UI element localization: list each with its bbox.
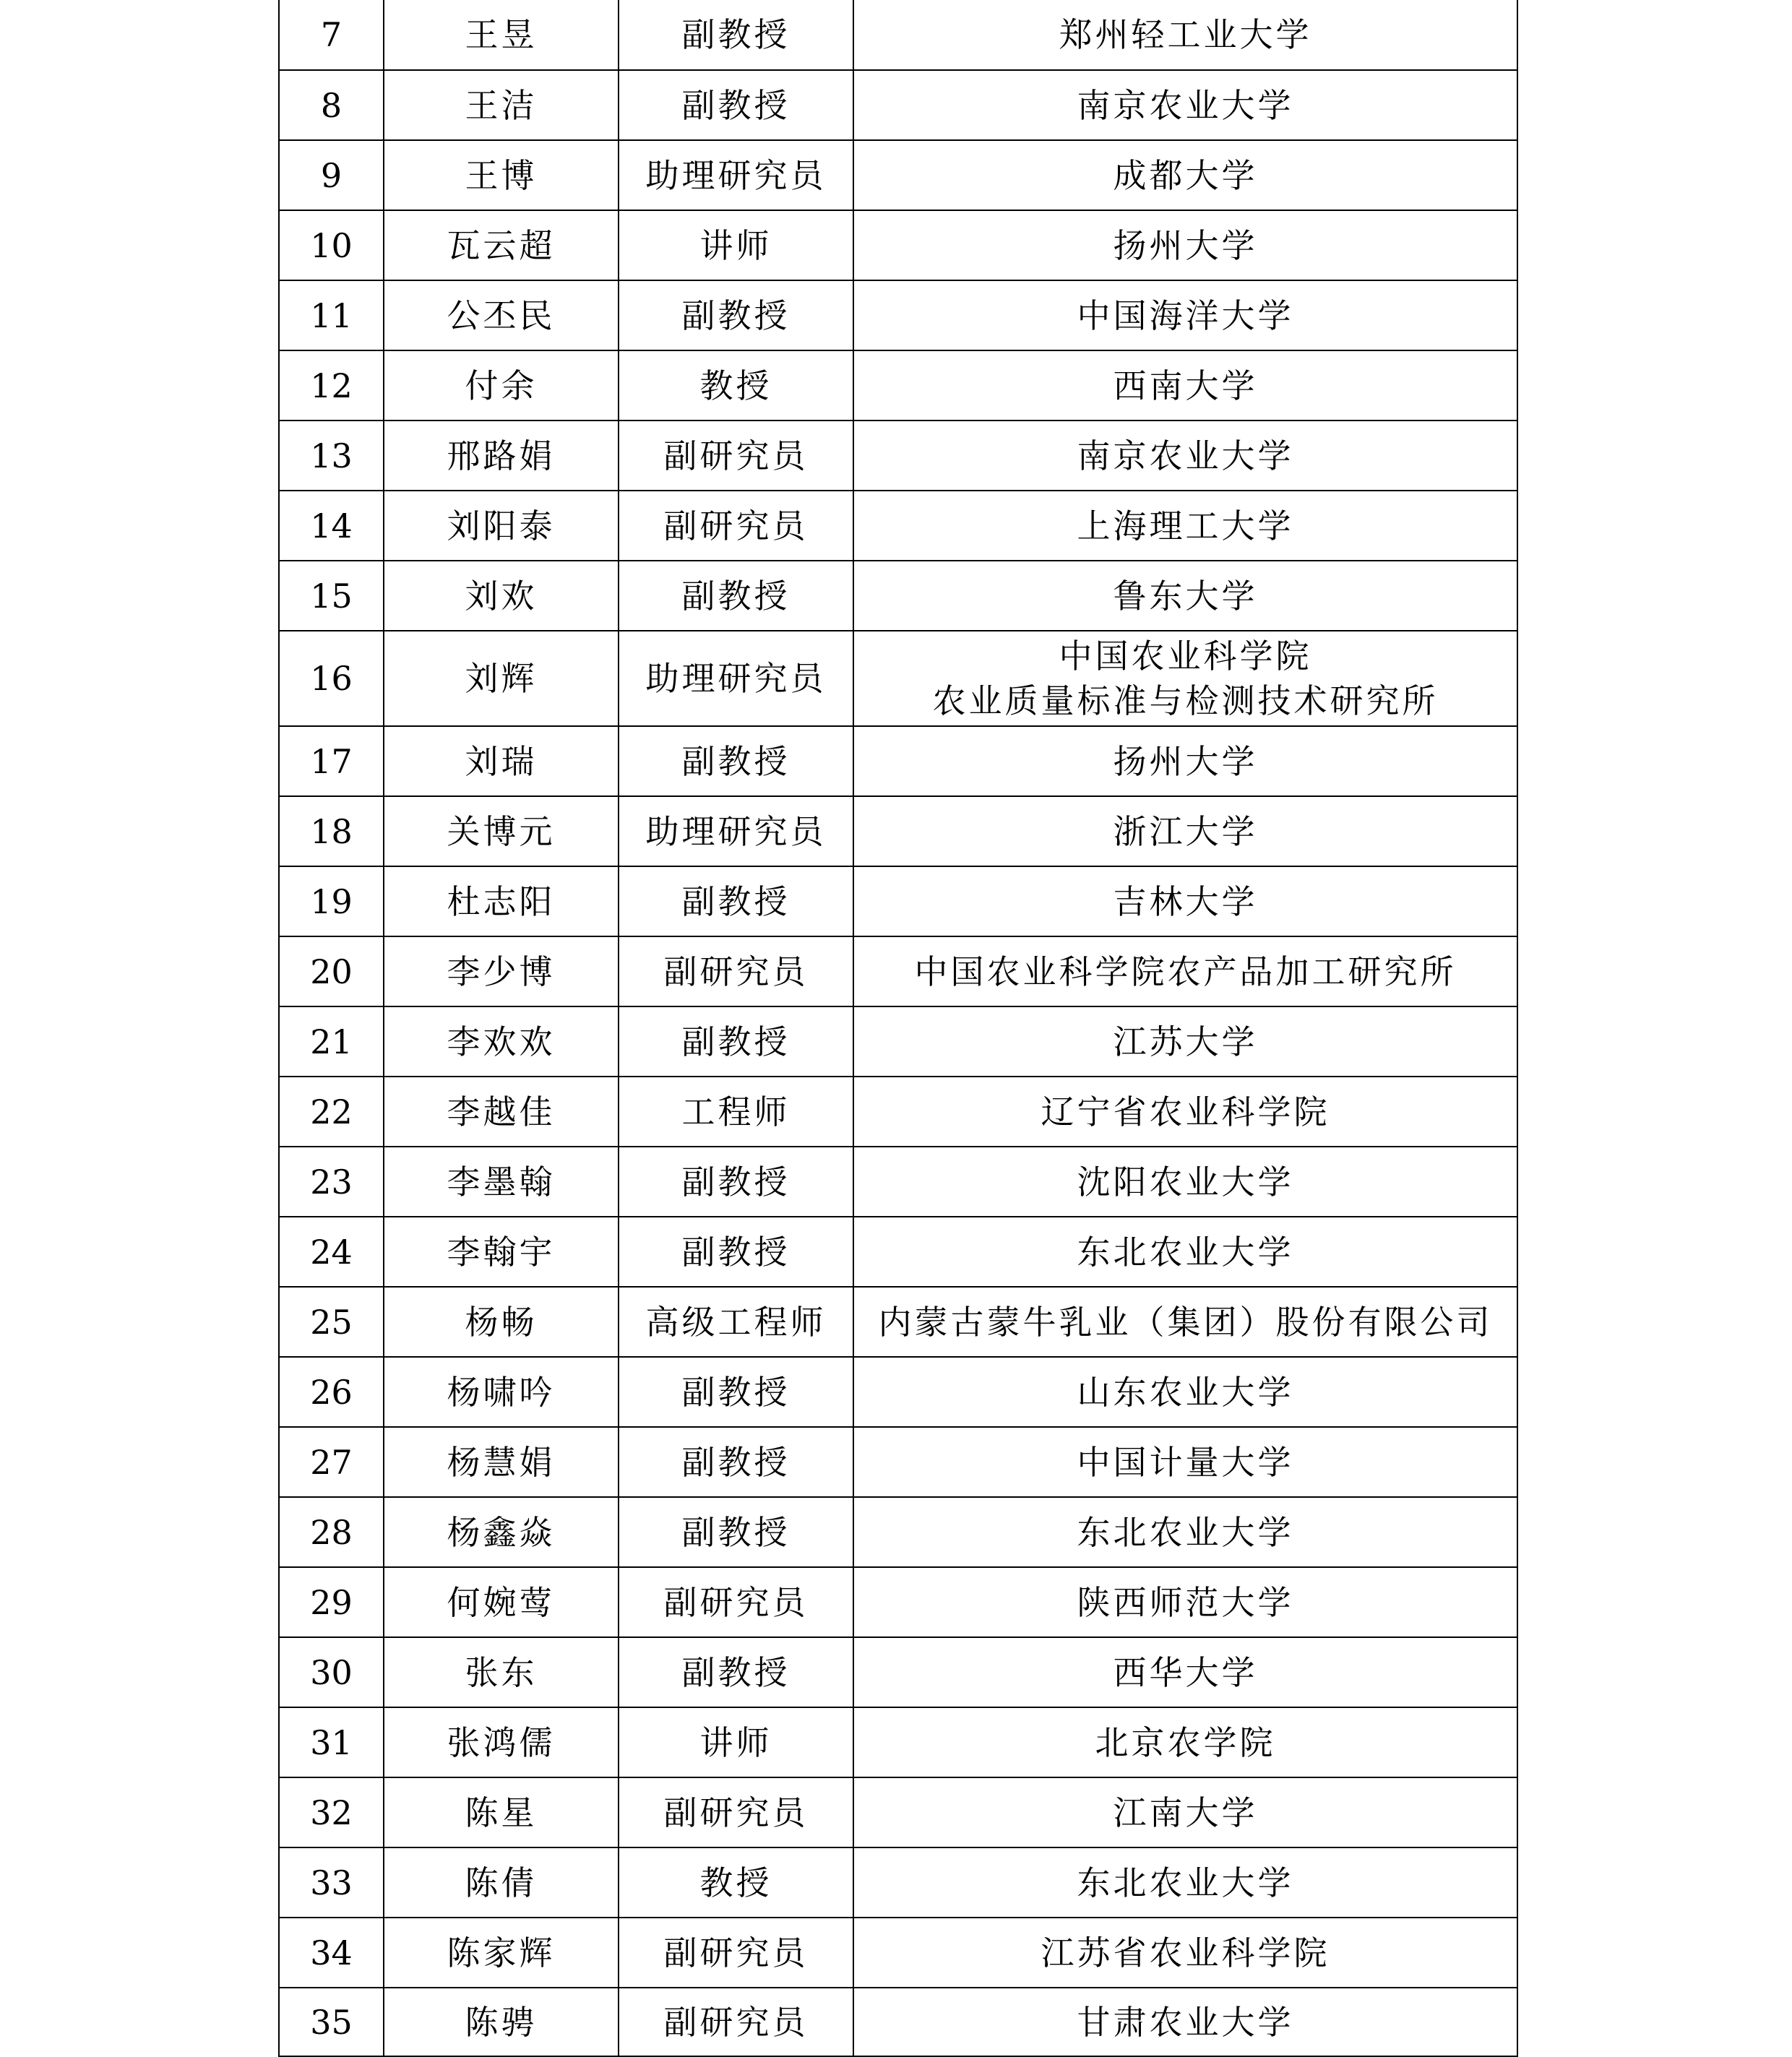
- person-name: 刘瑞: [384, 726, 619, 796]
- work-unit-line: 东北农业大学: [1077, 1863, 1294, 1902]
- work-unit-line: 鲁东大学: [1113, 576, 1258, 616]
- person-name: 王洁: [384, 70, 619, 140]
- table-row: [279, 70, 1517, 140]
- person-name: 刘辉: [384, 631, 619, 726]
- work-unit-line: 上海理工大学: [1077, 506, 1294, 545]
- table-row: [279, 1707, 1517, 1777]
- table-row: [279, 726, 1517, 796]
- table-row: [279, 1357, 1517, 1427]
- person-name: 王博: [384, 140, 619, 210]
- job-title: 副研究员: [619, 936, 853, 1006]
- person-name: 张鸿儒: [384, 1707, 619, 1777]
- work-unit-line: 南京农业大学: [1077, 85, 1294, 125]
- table-row: [279, 1637, 1517, 1707]
- person-name: 张东: [384, 1637, 619, 1707]
- work-unit-line: 山东农业大学: [1077, 1372, 1294, 1412]
- work-unit: [853, 280, 1517, 350]
- person-name: 陈倩: [384, 1847, 619, 1918]
- row-number: 23: [279, 1147, 384, 1217]
- row-number: 31: [279, 1707, 384, 1777]
- work-unit: [853, 350, 1517, 421]
- person-name: 李欢欢: [384, 1006, 619, 1077]
- table-row: [279, 796, 1517, 866]
- work-unit: [853, 1287, 1517, 1357]
- person-name: 瓦云超: [384, 210, 619, 280]
- work-unit: [853, 1777, 1517, 1847]
- row-number: 33: [279, 1847, 384, 1918]
- job-title: 副研究员: [619, 1918, 853, 1988]
- row-number: 12: [279, 350, 384, 421]
- row-number: 16: [279, 631, 384, 726]
- table-row: [279, 1287, 1517, 1357]
- work-unit: [853, 1217, 1517, 1287]
- work-unit: [853, 1567, 1517, 1637]
- table-row: [279, 631, 1517, 726]
- work-unit: [853, 491, 1517, 561]
- table-row: [279, 1497, 1517, 1567]
- person-name: 李墨翰: [384, 1147, 619, 1217]
- job-title: 副研究员: [619, 1777, 853, 1847]
- work-unit: [853, 1147, 1517, 1217]
- work-unit-line: 农业质量标准与检测技术研究所: [932, 681, 1439, 720]
- person-name: 陈骋: [384, 1988, 619, 2056]
- table-row: [279, 1847, 1517, 1918]
- work-unit: [853, 1918, 1517, 1988]
- work-unit-line: 西华大学: [1113, 1652, 1258, 1692]
- work-unit: [853, 70, 1517, 140]
- work-unit-line: 东北农业大学: [1077, 1512, 1294, 1552]
- person-name: 杨鑫焱: [384, 1497, 619, 1567]
- work-unit-line: 成都大学: [1113, 155, 1258, 195]
- table-row: [279, 1988, 1517, 2056]
- person-name: 何婉莺: [384, 1567, 619, 1637]
- work-unit-line: 扬州大学: [1113, 741, 1258, 781]
- row-number: 28: [279, 1497, 384, 1567]
- row-number: 21: [279, 1006, 384, 1077]
- job-title: 助理研究员: [619, 796, 853, 866]
- work-unit-line: 中国海洋大学: [1077, 296, 1294, 335]
- table-row: [279, 866, 1517, 936]
- row-number: 24: [279, 1217, 384, 1287]
- person-name: 刘阳泰: [384, 491, 619, 561]
- person-name: 杨慧娟: [384, 1427, 619, 1497]
- table-row: [279, 1427, 1517, 1497]
- row-number: 29: [279, 1567, 384, 1637]
- job-title: 副教授: [619, 1357, 853, 1427]
- person-name: 关博元: [384, 796, 619, 866]
- person-name: 邢路娟: [384, 421, 619, 491]
- job-title: 讲师: [619, 1707, 853, 1777]
- table-row: [279, 140, 1517, 210]
- row-number: 9: [279, 140, 384, 210]
- work-unit: [853, 1637, 1517, 1707]
- job-title: 副教授: [619, 280, 853, 350]
- person-name: 公丕民: [384, 280, 619, 350]
- work-unit: [853, 140, 1517, 210]
- work-unit: [853, 1006, 1517, 1077]
- work-unit-line: 沈阳农业大学: [1077, 1162, 1294, 1202]
- job-title: 副研究员: [619, 491, 853, 561]
- person-name: 王昱: [384, 0, 619, 70]
- person-name: 杜志阳: [384, 866, 619, 936]
- job-title: 副教授: [619, 1217, 853, 1287]
- work-unit: [853, 1497, 1517, 1567]
- work-unit: [853, 726, 1517, 796]
- work-unit-line: 中国农业科学院农产品加工研究所: [914, 952, 1457, 991]
- job-title: 助理研究员: [619, 140, 853, 210]
- row-number: 35: [279, 1988, 384, 2056]
- row-number: 13: [279, 421, 384, 491]
- table-row: [279, 350, 1517, 421]
- job-title: 副教授: [619, 1147, 853, 1217]
- person-name: 刘欢: [384, 561, 619, 631]
- work-unit: [853, 1847, 1517, 1918]
- work-unit-line: 浙江大学: [1113, 811, 1258, 851]
- job-title: 副教授: [619, 70, 853, 140]
- work-unit: [853, 1427, 1517, 1497]
- job-title: 副教授: [619, 1497, 853, 1567]
- row-number: 27: [279, 1427, 384, 1497]
- job-title: 高级工程师: [619, 1287, 853, 1357]
- table-row: [279, 1217, 1517, 1287]
- work-unit-line: 扬州大学: [1113, 225, 1258, 265]
- table-body: [279, 0, 1517, 2056]
- row-number: 26: [279, 1357, 384, 1427]
- job-title: 教授: [619, 350, 853, 421]
- work-unit: [853, 1077, 1517, 1147]
- work-unit-line: 甘肃农业大学: [1077, 2002, 1294, 2042]
- row-number: 19: [279, 866, 384, 936]
- job-title: 助理研究员: [619, 631, 853, 726]
- job-title: 教授: [619, 1847, 853, 1918]
- work-unit-line: 内蒙古蒙牛乳业（集团）股份有限公司: [878, 1302, 1493, 1342]
- work-unit-line: 江苏省农业科学院: [1041, 1933, 1330, 1972]
- job-title: 副教授: [619, 1006, 853, 1077]
- work-unit: [853, 866, 1517, 936]
- table-row: [279, 0, 1517, 70]
- person-name: 李越佳: [384, 1077, 619, 1147]
- work-unit: [853, 1357, 1517, 1427]
- table-row: [279, 1077, 1517, 1147]
- table-row: [279, 491, 1517, 561]
- personnel-table: [278, 0, 1518, 2057]
- row-number: 10: [279, 210, 384, 280]
- job-title: 副教授: [619, 726, 853, 796]
- work-unit-line: 中国农业科学院: [1059, 637, 1312, 676]
- job-title: 讲师: [619, 210, 853, 280]
- work-unit-line: 江苏大学: [1113, 1022, 1258, 1061]
- person-name: 付余: [384, 350, 619, 421]
- row-number: 20: [279, 936, 384, 1006]
- job-title: 副教授: [619, 866, 853, 936]
- work-unit-line: 江南大学: [1113, 1793, 1258, 1832]
- table-row: [279, 280, 1517, 350]
- work-unit-line: 西南大学: [1113, 366, 1258, 405]
- person-name: 陈家辉: [384, 1918, 619, 1988]
- work-unit-line: 南京农业大学: [1077, 436, 1294, 475]
- row-number: 17: [279, 726, 384, 796]
- table-row: [279, 1567, 1517, 1637]
- row-number: 7: [279, 0, 384, 70]
- table-row: [279, 1006, 1517, 1077]
- work-unit: [853, 421, 1517, 491]
- row-number: 32: [279, 1777, 384, 1847]
- table-row: [279, 1918, 1517, 1988]
- job-title: 副教授: [619, 561, 853, 631]
- job-title: 工程师: [619, 1077, 853, 1147]
- row-number: 34: [279, 1918, 384, 1988]
- work-unit-line: 郑州轻工业大学: [1059, 15, 1312, 54]
- table-row: [279, 1147, 1517, 1217]
- table-row: [279, 1777, 1517, 1847]
- job-title: 副教授: [619, 1427, 853, 1497]
- work-unit: [853, 0, 1517, 70]
- row-number: 15: [279, 561, 384, 631]
- work-unit-line: 北京农学院: [1095, 1722, 1276, 1762]
- row-number: 11: [279, 280, 384, 350]
- work-unit-line: 吉林大学: [1113, 881, 1258, 921]
- job-title: 副研究员: [619, 421, 853, 491]
- row-number: 8: [279, 70, 384, 140]
- table-row: [279, 561, 1517, 631]
- person-name: 陈星: [384, 1777, 619, 1847]
- row-number: 14: [279, 491, 384, 561]
- work-unit-line: 中国计量大学: [1077, 1442, 1294, 1482]
- person-name: 李少博: [384, 936, 619, 1006]
- row-number: 30: [279, 1637, 384, 1707]
- person-name: 李翰宇: [384, 1217, 619, 1287]
- work-unit: [853, 936, 1517, 1006]
- work-unit-line: 东北农业大学: [1077, 1232, 1294, 1272]
- person-name: 杨啸吟: [384, 1357, 619, 1427]
- work-unit: [853, 631, 1517, 726]
- table-row: [279, 936, 1517, 1006]
- job-title: 副教授: [619, 0, 853, 70]
- job-title: 副教授: [619, 1637, 853, 1707]
- row-number: 22: [279, 1077, 384, 1147]
- table-row: [279, 210, 1517, 280]
- job-title: 副研究员: [619, 1567, 853, 1637]
- person-name: 杨畅: [384, 1287, 619, 1357]
- work-unit-line: 辽宁省农业科学院: [1041, 1092, 1330, 1131]
- work-unit: [853, 1707, 1517, 1777]
- row-number: 25: [279, 1287, 384, 1357]
- work-unit: [853, 561, 1517, 631]
- job-title: 副研究员: [619, 1988, 853, 2056]
- work-unit: [853, 210, 1517, 280]
- row-number: 18: [279, 796, 384, 866]
- work-unit: [853, 796, 1517, 866]
- work-unit-line: 陕西师范大学: [1077, 1582, 1294, 1622]
- work-unit: [853, 1988, 1517, 2056]
- table-row: [279, 421, 1517, 491]
